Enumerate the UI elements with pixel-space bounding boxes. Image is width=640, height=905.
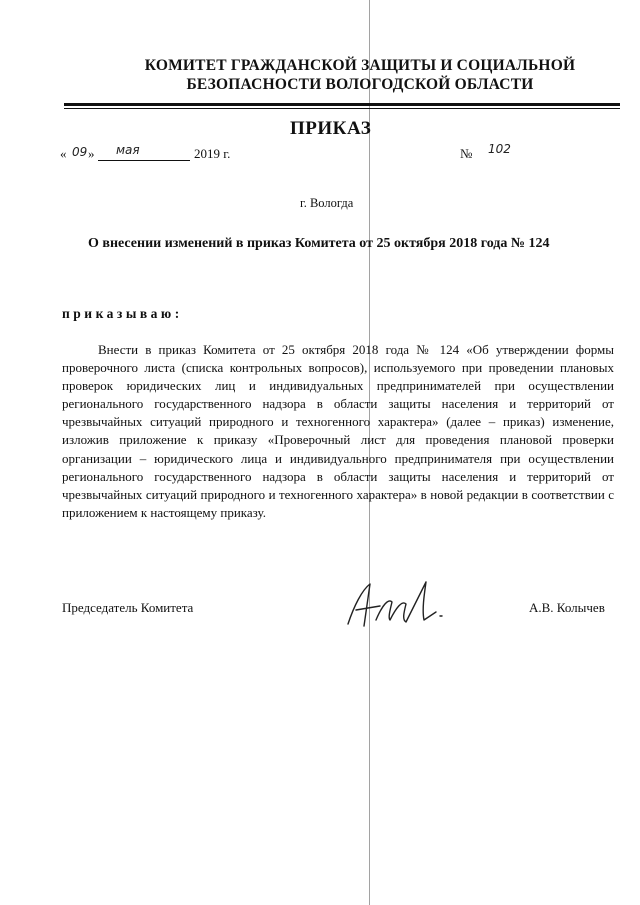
- date-day-handwritten: 09: [72, 145, 88, 159]
- signatory-name: А.В. Колычев: [529, 600, 605, 615]
- date-year: 2019 г.: [194, 146, 231, 161]
- order-body-paragraph: Внести в приказ Комитета от 25 октября 2018 года № 124 «Об утверждении формы проверочного листа (списка контрольных вопросов), используемого при проведении плановых проверок юридических лиц и индивидуальных предпринимателей при осуществлении регионального государственного надзора в области защиты населения и территорий от чрезвычайных ситуаций природного и техногенного характера» (далее – приказ) изменение, изложив приложение к приказу «Проверочный лист для проведения плановой проверки организации – юридического лица и индивидуального предпринимателя при осуществлении регионального государственного надзора в области защиты населения и территорий от чрезвычайных ситуаций природного и техногенного характера» в новой редакции в соответствии с приложением к настоящему приказу.: [62, 342, 614, 520]
- handwritten-signature: [340, 576, 470, 636]
- document-type-title: ПРИКАЗ: [290, 118, 372, 139]
- organization-title-line-2: БЕЗОПАСНОСТИ ВОЛОГОДСКОЙ ОБЛАСТИ: [186, 76, 534, 93]
- order-subject: О внесении изменений в приказ Комитета от 25 октября 2018 года № 124: [88, 236, 550, 251]
- signatory-role: Председатель Комитета: [62, 600, 194, 615]
- city-name: г. Вологда: [300, 196, 354, 210]
- date-close-quote: »: [88, 146, 95, 161]
- number-value-handwritten: 102: [488, 142, 511, 156]
- organization-title: [100, 56, 620, 94]
- date-open-quote: «: [60, 146, 67, 161]
- date-underline: [98, 160, 190, 161]
- order-directive-word: приказываю:: [62, 306, 183, 321]
- header-rule-thick: [64, 103, 620, 106]
- date-month-handwritten: мая: [116, 143, 140, 157]
- organization-title-line-1: КОМИТЕТ ГРАЖДАНСКОЙ ЗАЩИТЫ И СОЦИАЛЬНОЙ: [144, 57, 576, 74]
- number-sign: №: [460, 146, 473, 161]
- header-rule-thin: [64, 108, 620, 109]
